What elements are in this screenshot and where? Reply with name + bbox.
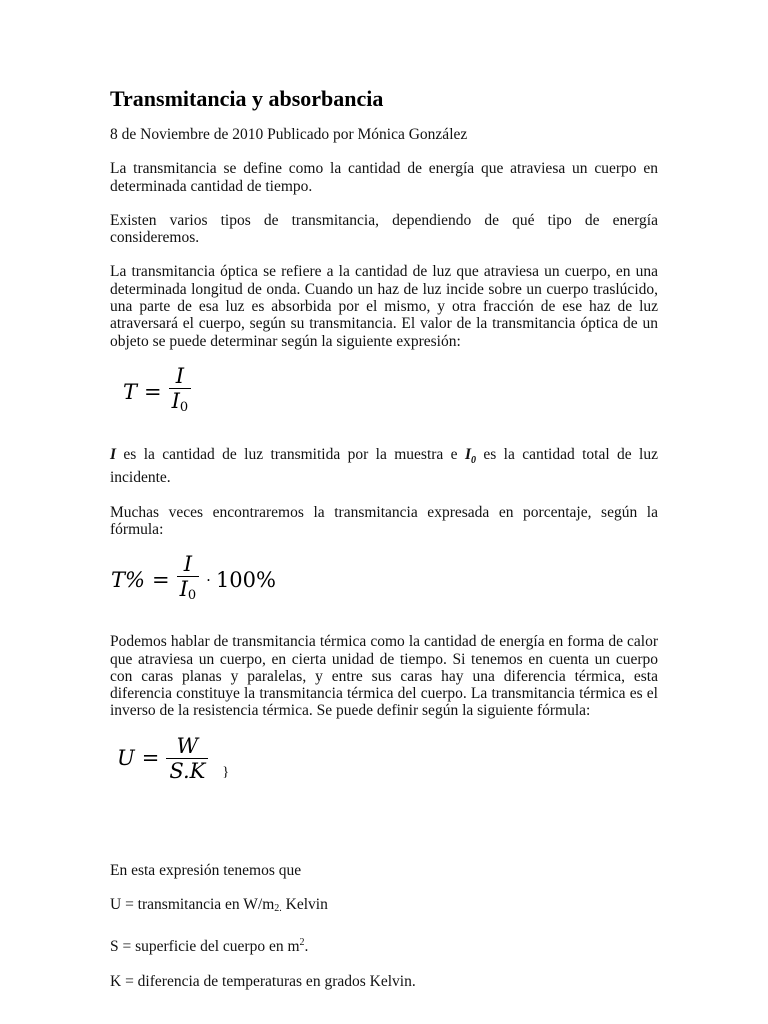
paragraph-percentage: Muchas veces encontraremos la transmitancia expresada en porcentaje, según la fórmula: [110, 503, 658, 538]
formula-equals: = [141, 746, 160, 771]
stray-brace: } [222, 765, 230, 781]
formula-equals: = [151, 568, 170, 593]
formula-denominator: $I_0$ [171, 389, 189, 416]
formula-transmittance [123, 364, 658, 424]
variable-i: I [110, 445, 117, 463]
byline: 8 de Noviembre de 2010 Publicado por Mónica González [110, 126, 468, 143]
formula-equals: = [144, 380, 162, 405]
formula-multiply-dot: · [206, 571, 211, 590]
formula-lhs: U [117, 746, 135, 771]
formula-percent-transmittance [111, 552, 658, 612]
paragraph-thermal: Podemos hablar de transmitancia térmica como la cantidad de energía en forma de calor que atraviesa un cuerpo, en cierta unidad de tiempo. Si tenemos en cuenta un cuerpo con caras planas y paralelas, y entre sus caras hay una diferencia térmica, esta diferencia constituye la transmitancia térmica del cuerpo. La transmitancia térmica es el inverso de la resistencia térmica. Se puede definir según la siguiente fórmula: [110, 633, 658, 720]
formula-factor: 100% [215, 568, 276, 593]
document-page [110, 86, 658, 990]
paragraph-definition: La transmitancia se define como la cantidad de energía que atraviesa un cuerpo en determinada cantidad de tiempo. [110, 160, 658, 195]
document-title: Transmitancia y absorbancia [110, 86, 384, 111]
paragraph-variable-definition: I es la cantidad de luz transmitida por la muestra e $I_0$ es la cantidad total de luz incidente. [110, 445, 658, 487]
definition-s: S = superficie del cuerpo en $m^2$. [110, 937, 309, 956]
formula-thermal-transmittance [117, 734, 658, 790]
paragraph-expression-intro: En esta expresión tenemos que [110, 861, 302, 879]
formula-lhs: T [123, 380, 138, 405]
paragraph-types: Existen varios tipos de transmitancia, dependiendo de qué tipo de energía consideremos. [110, 211, 658, 247]
formula-denominator: S.K [169, 758, 206, 783]
formula-denominator: $I_0$ [179, 577, 197, 604]
definition-k: K = diferencia de temperaturas en grados Kelvin. [110, 972, 416, 990]
definition-u: U = transmitancia en W/m2. Kelvin [110, 896, 328, 915]
paragraph-optical: La transmitancia óptica se refiere a la cantidad de luz que atraviesa un cuerpo, en una determinada longitud de onda. Cuando un haz de luz incide sobre un cuerpo traslúcido, una parte de esa luz es absorbida por el mismo, y otra fracción de ese haz de luz atraversará el cuerpo, según su transmitancia. El valor de la transmitancia óptica de un objeto se puede determinar según la siguiente expresión: [110, 263, 658, 350]
formula-numerator: W [176, 733, 199, 758]
formula-numerator: I [175, 363, 185, 388]
formula-fraction [169, 364, 192, 420]
formula-fraction [177, 552, 200, 608]
variable-i0: $I_0$ [464, 445, 476, 467]
formula-fraction [166, 734, 208, 783]
formula-numerator: I [183, 552, 193, 577]
formula-lhs: T% [111, 568, 145, 593]
